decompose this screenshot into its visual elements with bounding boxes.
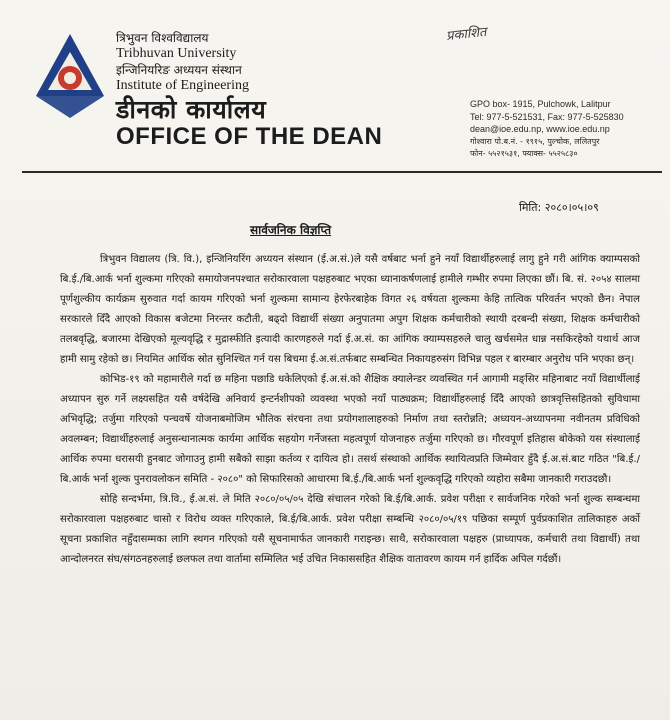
letterhead-title [116,30,416,150]
contact-phone-fax: Tel: 977-5-521531, Fax: 977-5-525830 [470,111,624,122]
office-name-nepali: डीनको कार्यालय [116,95,267,124]
notice-date: मिति: २०८०।०५।०९ [519,201,599,214]
notice-paragraph-3: सोहि सन्दर्भमा, त्रि.वि., ई.अ.सं. ले मिति २०८०/०५/०५ देखि संचालन गरेको बि.ई/बि.आर्क. प्रवेश परीक्षा र सार्वजनिक गरेको भर्ना शुल्क सम्बन्धमा सरोकारवाला पक्षहरुबाट चासो र विरोध व्यक्त गरिएकाले, बि.ई/बि.आर्क. प्रवेश परीक्षा सम्बन्धि २०८०/०५/१९ पछिका सम्पूर्ण पुर्वप्रकाशित तालिकाहरु अर्को सूचना प्रकाशित नहुँदासम्मका लागि स्थगन गरिएको यसै सूचनामार्फत जानकारी गराइन्छ। साथै, सरोकारवाला पक्षहरु (प्राध्यापक, कर्मचारी तथा विद्यार्थी) तथा आन्दोलनरत संघ/संगठनहरुलाई छलफल तथा वार्तामा सम्मिलित भई उचित निकाससहित शैक्षिक वातावरण कायम गर्न हार्दिक अपिल गर्दछौं। [60,494,640,565]
contact-address: GPO box- 1915, Pulchowk, Lalitpur [470,99,611,109]
handwritten-note: प्रकाशित [445,24,488,45]
contact-address-nepali: गोश्वारा पो.ब.नं. - १९१५, पुल्चोक, ललितपुर [470,136,600,146]
office-name-english: OFFICE OF THE DEAN [116,123,383,150]
notice-title: सार्वजनिक विज्ञप्ति [250,223,332,237]
notice-paragraph-1: त्रिभुवन विद्यालय (त्रि. वि.), इन्जिनियरिंग अध्ययन संस्थान (ई.अ.सं.)ले यसै वर्षबाट भर्ना हुने नयाँ विद्यार्थीहरुलाई लागु हुने गरी आंगिक क्याम्पसको बि.ई./बि.आर्क भर्ना शुल्कमा गरिएको समायोजनपश्चात सरोकारवाला पक्षहरुबाट भएका ध्यानाकर्षणलाई हामीले गम्भीर रुपमा लिएका छौं। बि. सं. २०५४ सालमा पूर्णशुल्कीय कार्यक्रम सुरुवात गर्दा कायम गरिएको भर्ना शुल्कमा सामान्य हेरफेरबाहेक विगत २६ वर्षयता शुल्कमा केहि तात्विक परिवर्तन भएको छैन। नेपाल सरकारले दिँदै आएको विकास बजेटमा निरन्तर कटौती, बढ्दो विद्यार्थी संख्या अनुपातमा अपुग शिक्षक कर्मचारीको स्थायी दरबन्दी संख्या, शिक्षक कर्मचारीको तलबवृद्धि, बजारमा देखिएको मूल्यवृद्धि र मुद्रास्फीति इत्यादी कारणहरुले गर्दा ई.अ.सं. का आंगिक क्याम्पसहरुले चालु खर्चसमेत धान्न नसकिरहेको यथार्थ आज हामी सामु रहेको छ। नियमित आर्थिक स्रोत सुनिश्चित गर्न यस बिचमा ई.अ.सं.तर्फबाट सम्बन्धित निकायहरुसंग विभिन्न पहल र बारम्बार अनुरोध पनि भएका छन्। [60,254,640,365]
university-name-nepali: त्रिभुवन विश्वविद्यालय [116,31,209,45]
contact-phone-nepali: फोन- ५५२१५३१, फ्याक्स- ५५२५८३० [470,149,578,158]
institute-name-english: Institute of Engineering [116,78,249,93]
notice-paragraph-2: कोभिड-१९ को महामारीले गर्दा छ महिना पछाडि धकेलिएको ई.अ.सं.को शैक्षिक क्यालेन्डर व्यवस्थित गर्न आगामी मङ्सिर महिनाबाट नयाँ विद्यार्थीलाई अध्यापन सुरु गर्ने लक्ष्यसहित यसै वर्षदेखि अनिवार्य इन्टर्नशीपको व्यवस्था भएको नयाँ पाठ्यक्रम; विद्यार्थीहरुलाई दिँदै आएको छात्रवृत्तिसहितको सुविधामा अभिवृद्धि; तर्जुमा गरिएको पन्चवर्षे योजनाबमोजिम भौतिक संरचना तथा प्रयोगशालाहरुको निर्माण तथा स्तरोन्नति; अध्ययन-अध्यापनमा नवीनतम प्रविधिको अवलम्बन; विद्यार्थीहरुलाई अनुसन्धानात्मक कार्यमा आर्थिक सहयोग गर्नेजस्ता महत्वपूर्ण योजनाहरु तर्जुमा गरिएको छ। गौरवपूर्ण इतिहास बोकेको यस संस्थालाई आर्थिक रुपमा धरासयी हुनबाट जोगाउनु हामी सबैको साझा कर्तव्य र दायित्व हो। तसर्थ संस्थाको आर्थिक स्थायित्वप्रति जिम्मेवार हुँदै ई.अ.सं.बाट गठित "बि.ई./बि.आर्क भर्ना शुल्क पुनरावलोकन समिति - २०८०" को सिफारिसको आधारमा बि.ई./बि.आर्क भर्ना शुल्कवृद्धि गरिएको व्यहोरा सबैमा जानकारी गराउदछौ। [60,374,640,485]
tribhuvan-university-emblem [34,32,106,122]
contact-block [470,98,665,161]
header-divider [22,171,662,173]
contact-email-web: dean@ioe.edu.np, www.ioe.edu.np [470,124,610,134]
institute-name-nepali: इन्जिनियरिङ अध्ययन संस्थान [116,63,242,77]
university-name-english: Tribhuvan University [116,46,237,61]
notice-body [60,250,640,570]
